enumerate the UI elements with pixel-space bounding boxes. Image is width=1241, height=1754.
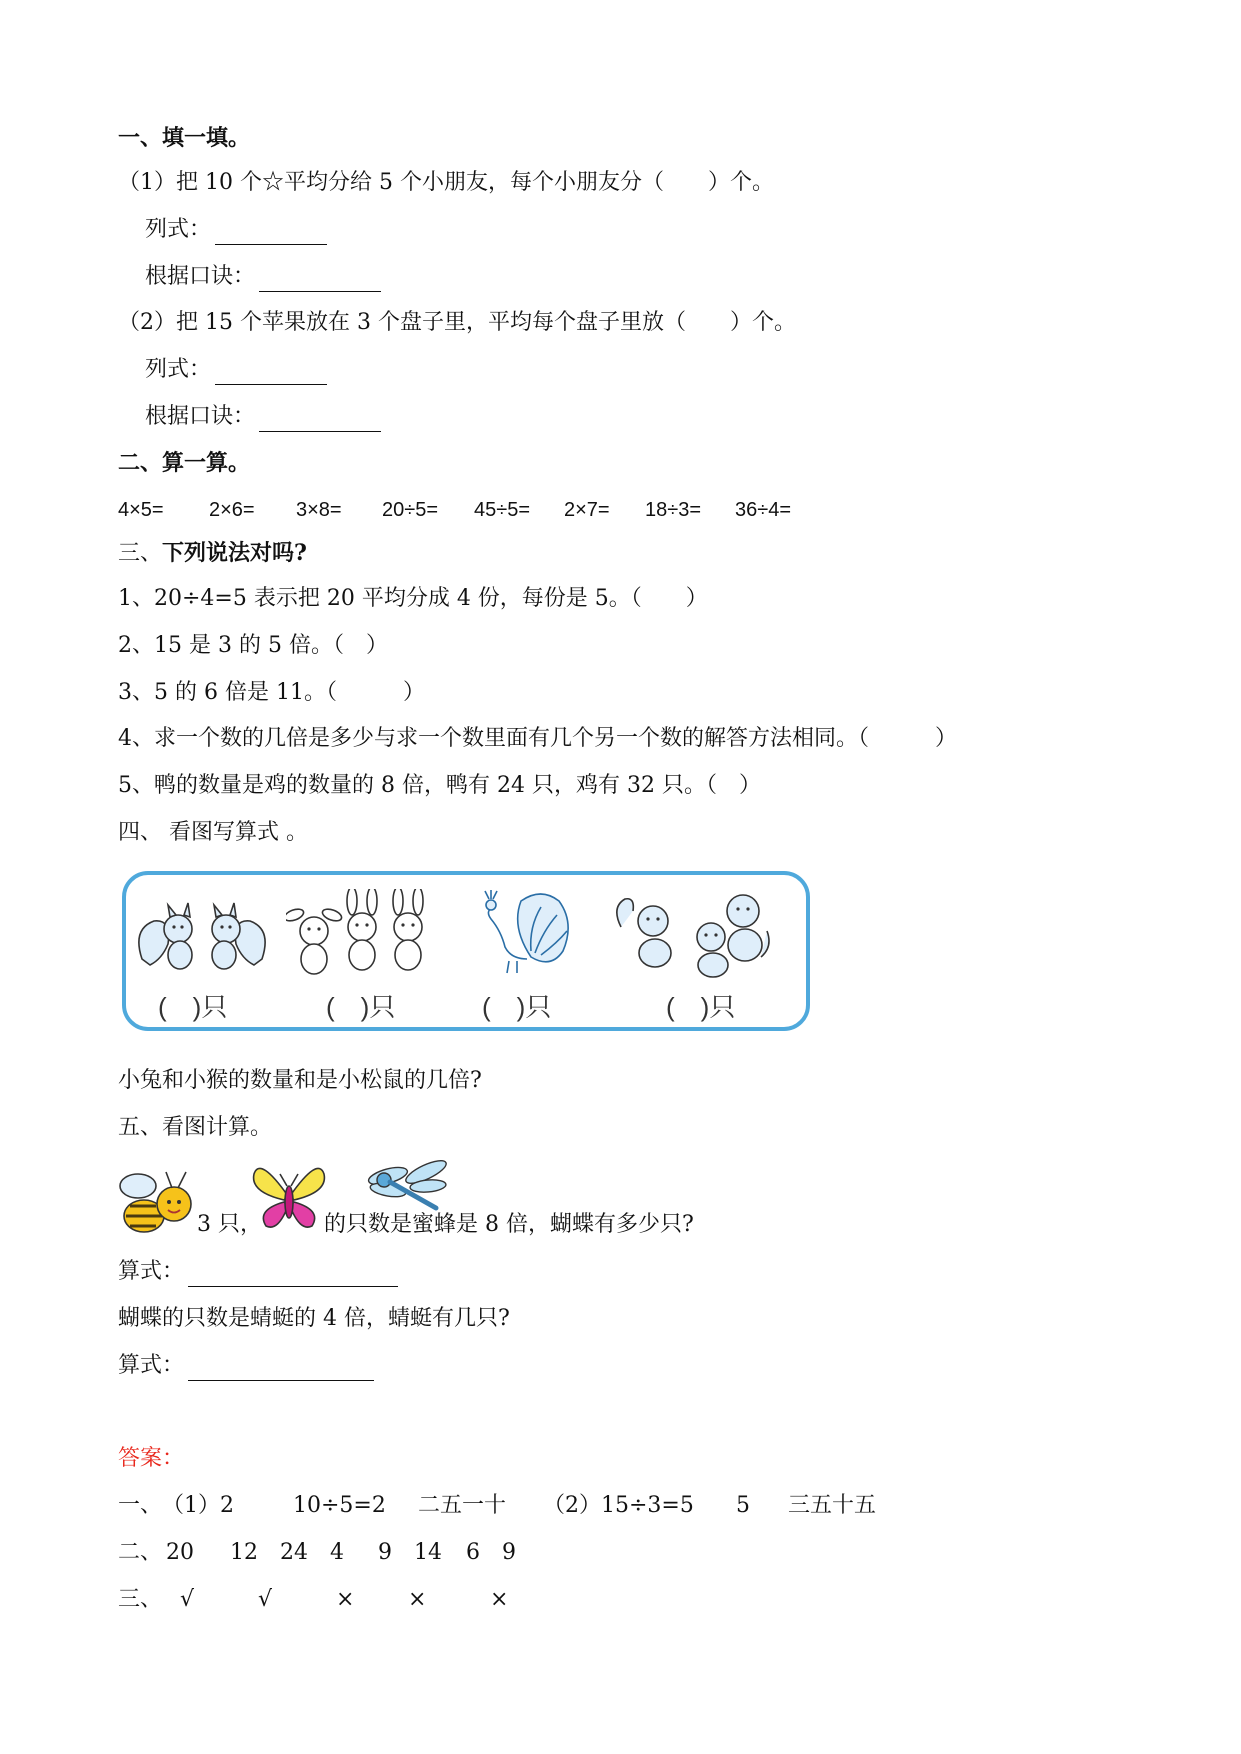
answer-blank[interactable] (215, 222, 327, 245)
tf-item-5: 5、鸭的数量是鸡的数量的 8 倍，鸭有 24 只，鸡有 32 只。（ ） (118, 773, 761, 798)
answer-value: × (490, 1587, 509, 1612)
q1-rhyme-line (145, 262, 381, 292)
monkey-icon (611, 887, 776, 982)
answer-value: √ (180, 1587, 195, 1612)
calc-problem: 45÷5= (474, 499, 531, 521)
row-prefix: 一、 (118, 1493, 163, 1518)
section5-line1-count: 3 只， (197, 1212, 262, 1237)
section2-heading: 二、算一算。 (118, 450, 251, 476)
section5-formula1 (118, 1257, 398, 1287)
answer-value: 9 (378, 1540, 392, 1565)
section1-q2: （2）把 15 个苹果放在 3 个盘子里，平均每个盘子里放（ ）个。 (118, 310, 796, 335)
tf-item-4: 4、求一个数的几倍是多少与求一个数里面有几个另一个数的解答方法相同。（ ） (118, 726, 957, 751)
answers-heading: 答案： (118, 1446, 185, 1471)
formula-label: 列式： (145, 357, 212, 382)
peacock-icon (471, 887, 581, 977)
heading-text: 下列说法对吗? (162, 540, 307, 566)
count-label-monkey: ( )只 (666, 992, 736, 1022)
count-label-rabbit: ( )只 (326, 992, 396, 1022)
answer-value: 14 (414, 1540, 442, 1565)
dragonfly-icon (366, 1160, 450, 1216)
q2-rhyme-line (145, 402, 381, 432)
answer-value: 4 (330, 1540, 344, 1565)
section5-line2: 蝴蝶的只数是蜻蜓的 4 倍，蜻蜓有几只? (118, 1306, 510, 1331)
bee-icon (116, 1168, 202, 1238)
answer-value: 12 (230, 1540, 258, 1565)
answer-value: （2）15÷3=5 (543, 1493, 694, 1518)
rhyme-label: 根据口诀： (145, 264, 256, 289)
answer-value: 二五一十 (418, 1493, 507, 1518)
section5-line1-text: 的只数是蜜蜂是 8 倍，蝴蝶有多少只? (324, 1212, 694, 1237)
calc-problem: 2×7= (564, 499, 610, 521)
calc-problem: 4×5= (118, 499, 164, 521)
q2-formula-line (145, 355, 327, 385)
answer-value: 5 (736, 1493, 750, 1518)
answer-value: 6 (466, 1540, 480, 1565)
butterfly-icon (250, 1160, 328, 1232)
section4-heading: 四、 看图写算式 。 (118, 820, 308, 845)
calc-problem: 20÷5= (382, 499, 439, 521)
count-label-squirrel: ( )只 (158, 992, 228, 1022)
calc-problem: 36÷4= (735, 499, 792, 521)
tf-item-3: 3、5 的 6 倍是 11。（ ） (118, 680, 425, 705)
row-prefix: 二、 (118, 1540, 163, 1565)
section4-question: 小兔和小猴的数量和是小松鼠的几倍? (118, 1068, 482, 1093)
calc-problem: 3×8= (296, 499, 342, 521)
section1-heading: 一、填一填。 (118, 125, 251, 151)
row-prefix: 三、 (118, 1587, 163, 1612)
section5-formula2 (118, 1351, 374, 1381)
rabbit-icon (286, 889, 436, 979)
heading-prefix: 三、 (118, 541, 163, 566)
answer-blank[interactable] (188, 1264, 398, 1287)
answer-blank[interactable] (188, 1358, 374, 1381)
squirrel-icon (132, 899, 272, 979)
calc-problem: 2×6= (209, 499, 255, 521)
answer-value: × (408, 1587, 427, 1612)
formula-label: 列式： (145, 217, 212, 242)
picture-box (122, 871, 810, 1031)
answer-value: 三五十五 (788, 1493, 877, 1518)
section1-q1: （1）把 10 个☆平均分给 5 个小朋友，每个小朋友分（ ）个。 (118, 170, 774, 195)
answer-blank[interactable] (259, 269, 381, 292)
answer-value: 9 (502, 1540, 516, 1565)
formula-label: 算式： (118, 1259, 185, 1284)
answer-value: 24 (280, 1540, 308, 1565)
answer-blank[interactable] (215, 362, 327, 385)
answer-value: × (336, 1587, 355, 1612)
tf-item-1: 1、20÷4=5 表示把 20 平均分成 4 份，每份是 5。（ ） (118, 586, 708, 611)
section3-heading (118, 538, 307, 569)
rhyme-label: 根据口诀： (145, 404, 256, 429)
section5-heading: 五、看图计算。 (118, 1115, 273, 1140)
answer-value: （1）2 (162, 1493, 234, 1518)
formula-label: 算式： (118, 1353, 185, 1378)
tf-item-2: 2、15 是 3 的 5 倍。（ ） (118, 633, 388, 658)
answer-blank[interactable] (259, 409, 381, 432)
calc-problem: 18÷3= (645, 499, 702, 521)
answer-value: 20 (166, 1540, 194, 1565)
q1-formula-line (145, 215, 327, 245)
count-label-peacock: ( )只 (482, 992, 552, 1022)
answer-value: √ (258, 1587, 273, 1612)
answer-value: 10÷5=2 (293, 1493, 386, 1518)
